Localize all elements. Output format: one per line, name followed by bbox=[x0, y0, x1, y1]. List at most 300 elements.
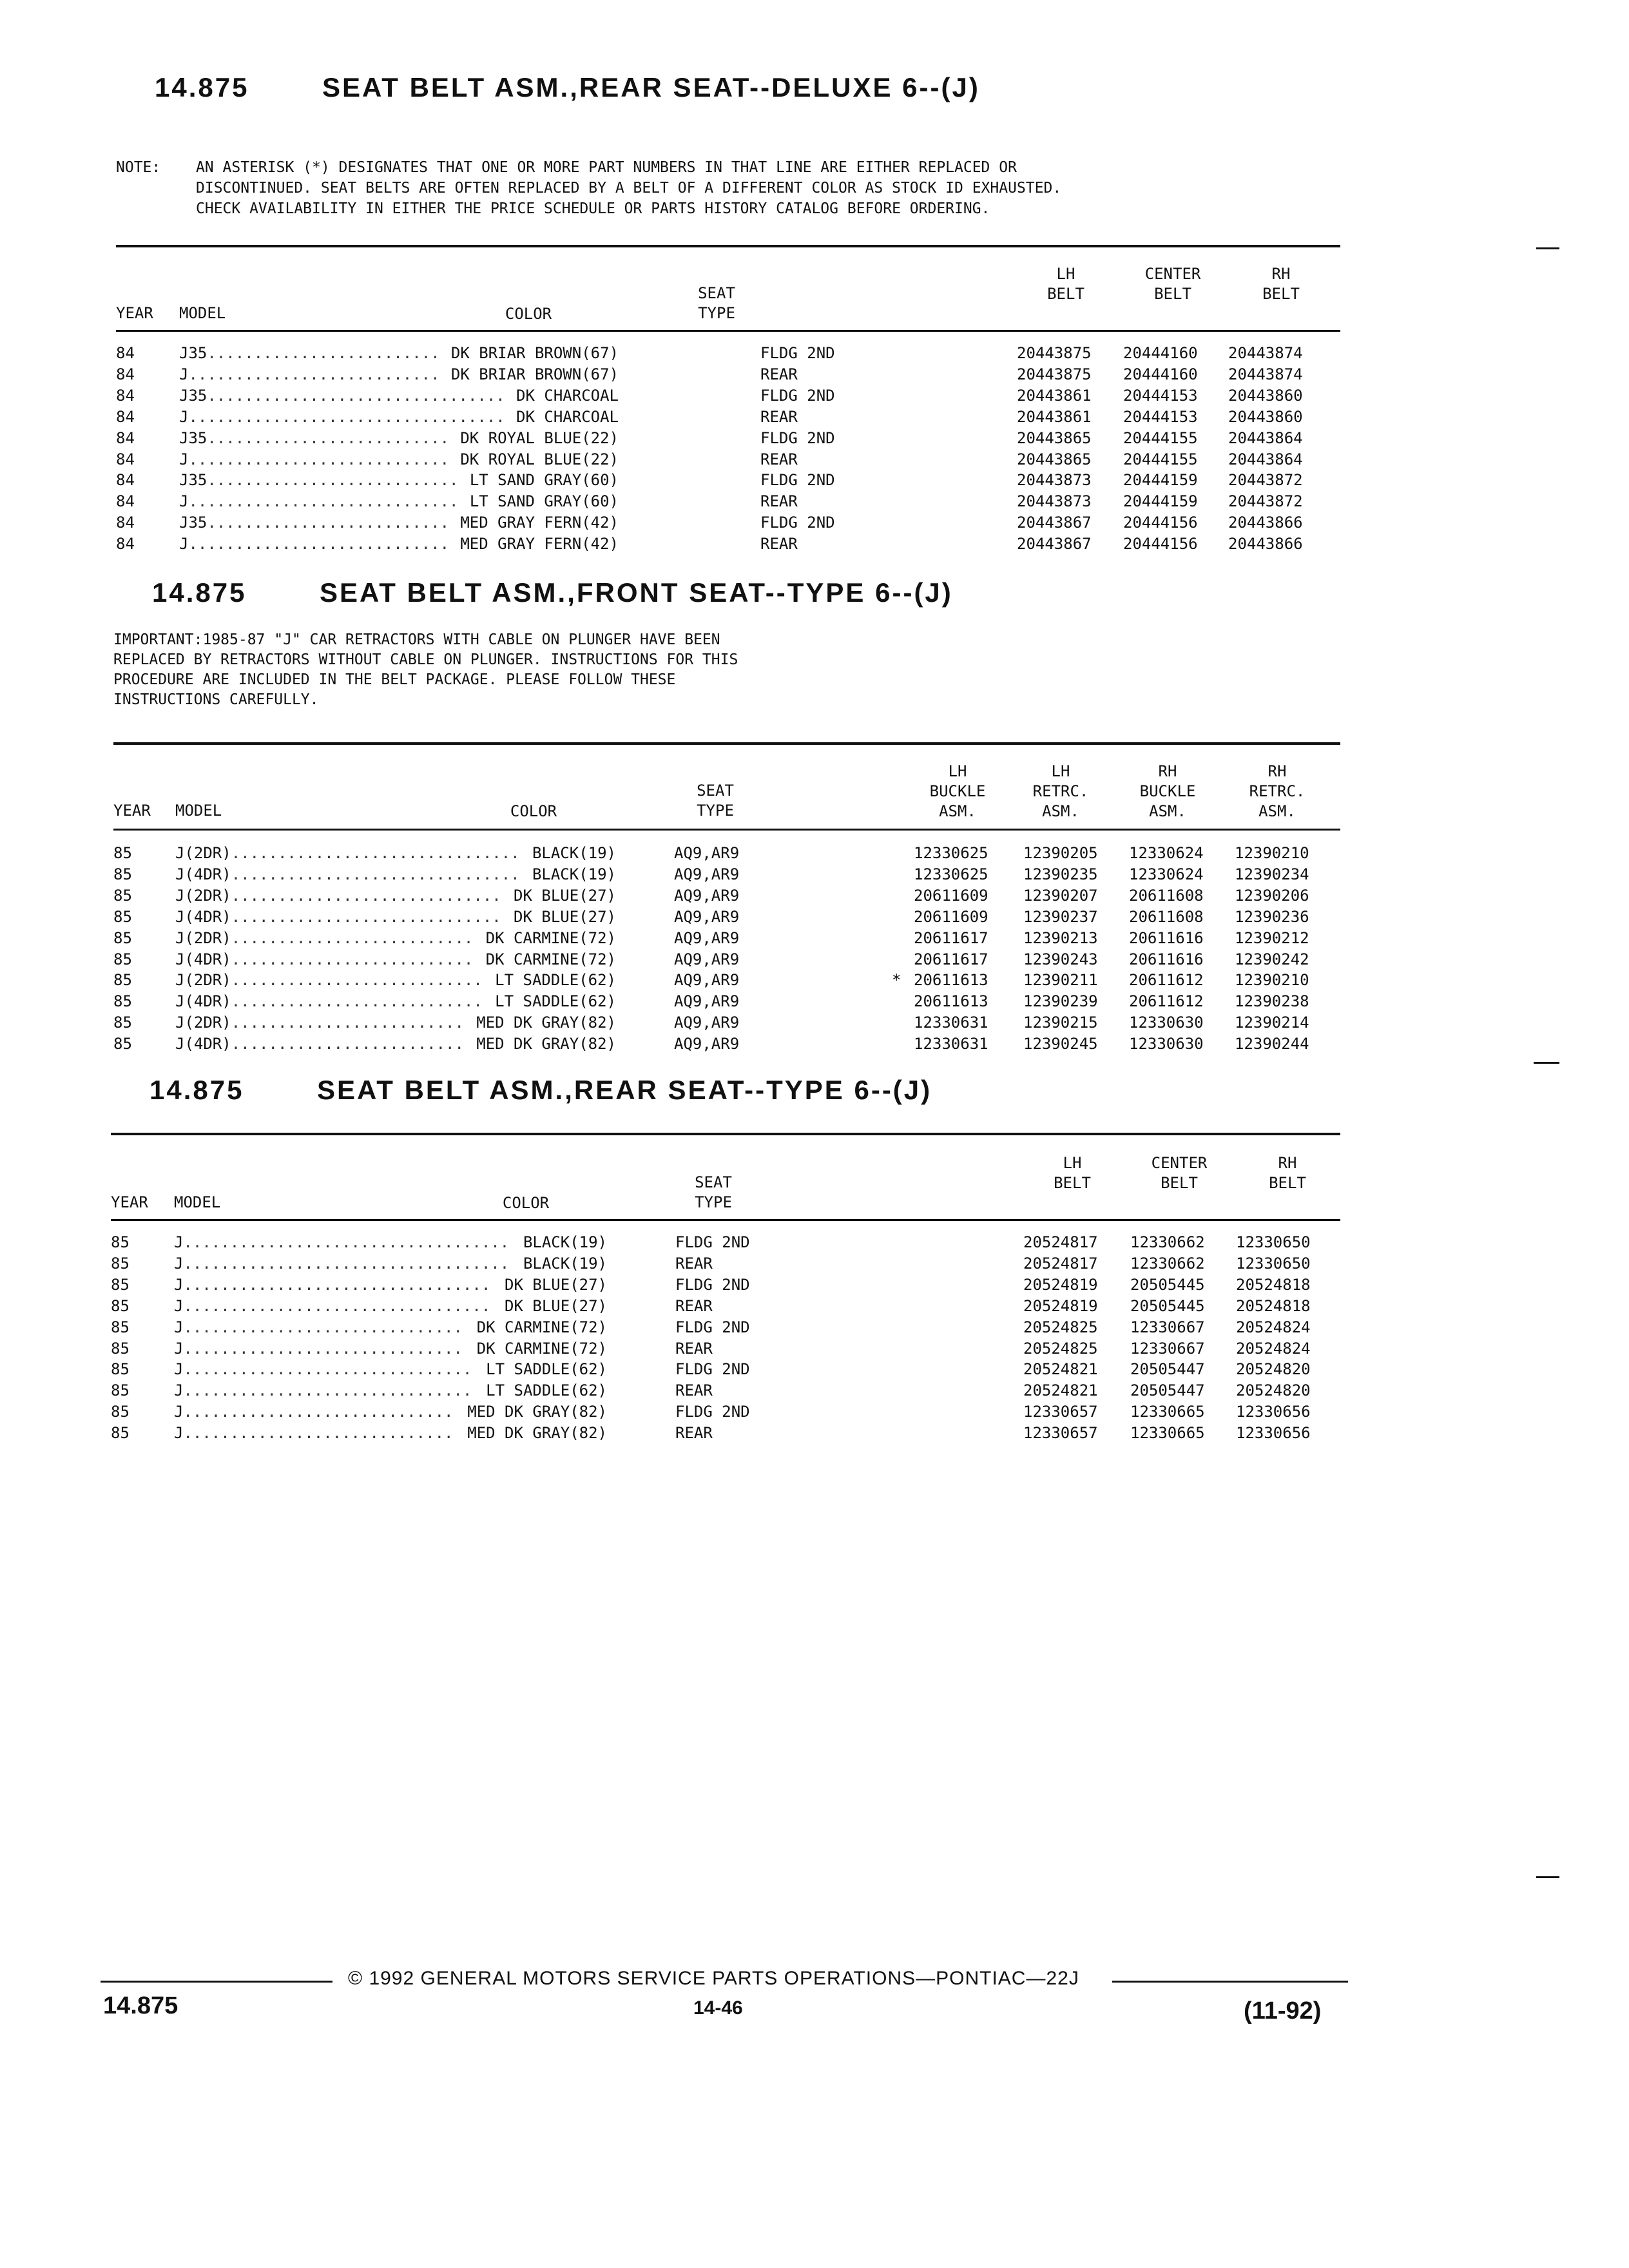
row-model: J(2DR) ............................. bbox=[175, 886, 501, 905]
row-seat-type: REAR bbox=[675, 1424, 713, 1443]
row-part-number: 20611616 bbox=[1129, 928, 1204, 947]
leader-dots: ........................... bbox=[207, 471, 459, 490]
row-year: 85 bbox=[113, 865, 132, 883]
row-model: J(2DR) ............................... bbox=[175, 844, 520, 862]
row-part-number: 12330650 bbox=[1236, 1233, 1311, 1251]
row-part-number: 20524820 bbox=[1236, 1360, 1311, 1379]
table-row bbox=[113, 1035, 1351, 1055]
row-part-number: 12390235 bbox=[1023, 865, 1098, 883]
row-seat-type: AQ9,AR9 bbox=[674, 907, 740, 926]
col-header-model: MODEL bbox=[179, 304, 226, 322]
margin-mark bbox=[1534, 1062, 1559, 1064]
section-1-title bbox=[155, 72, 980, 103]
row-part-number: 20505445 bbox=[1130, 1296, 1205, 1315]
table-1-top-rule bbox=[116, 245, 1340, 247]
row-part-number: 12330657 bbox=[1023, 1424, 1098, 1443]
leader-dots: .................................. bbox=[188, 407, 505, 426]
section-2-number: 14.875 bbox=[152, 577, 247, 608]
row-model: J(4DR) ............................... bbox=[175, 865, 520, 883]
row-seat-type: REAR bbox=[760, 365, 798, 383]
col-header: CENTER BELT bbox=[1144, 265, 1201, 303]
row-year: 85 bbox=[113, 992, 132, 1011]
table-1-header-rule bbox=[116, 330, 1340, 332]
row-part-number: 20611613 bbox=[914, 971, 988, 990]
table-row bbox=[116, 429, 1353, 450]
leader-dots: ......................... bbox=[231, 1014, 464, 1032]
col-header: COLOR bbox=[502, 1194, 550, 1212]
row-seat-type: REAR bbox=[760, 492, 798, 511]
row-model: J(4DR) ............................. bbox=[175, 907, 501, 926]
leader-dots: ............................. bbox=[183, 1424, 454, 1443]
row-part-number: 12330650 bbox=[1236, 1254, 1311, 1273]
row-part-number: 20505447 bbox=[1130, 1360, 1205, 1379]
row-model: J35 ........................... bbox=[179, 471, 459, 490]
row-year: 84 bbox=[116, 365, 135, 383]
col-header: LH RETRC. ASM. bbox=[1032, 762, 1089, 820]
row-part-number: 12390210 bbox=[1235, 971, 1309, 990]
row-part-number: 20444160 bbox=[1123, 344, 1198, 362]
row-seat-type: FLDG 2ND bbox=[675, 1318, 750, 1336]
table-row bbox=[111, 1233, 1348, 1254]
row-year: 85 bbox=[111, 1424, 130, 1443]
row-model: J ............................ bbox=[179, 450, 450, 468]
row-part-number: 20443866 bbox=[1228, 535, 1303, 553]
leader-dots: ............................ bbox=[188, 450, 450, 468]
row-model: J(2DR) .......................... bbox=[175, 928, 474, 947]
table-row bbox=[116, 365, 1353, 386]
row-color: DK ROYAL BLUE(22) bbox=[460, 450, 619, 468]
leader-dots: ............................. bbox=[183, 1403, 454, 1421]
row-year: 85 bbox=[111, 1318, 130, 1336]
row-model: J .................................. bbox=[179, 407, 505, 426]
row-model: J .............................. bbox=[174, 1318, 463, 1336]
row-part-number: 20444153 bbox=[1123, 386, 1198, 405]
row-year: 85 bbox=[113, 928, 132, 947]
col-header: LH BELT bbox=[1054, 1154, 1091, 1192]
row-color: BLACK(19) bbox=[532, 844, 616, 862]
row-part-number: 20443872 bbox=[1228, 471, 1303, 490]
section-1-heading: SEAT BELT ASM.,REAR SEAT--DELUXE 6--(J) bbox=[322, 72, 980, 102]
section-1-number: 14.875 bbox=[155, 72, 249, 102]
row-part-number: 20443874 bbox=[1228, 344, 1303, 362]
table-row bbox=[111, 1297, 1348, 1318]
row-part-number: 20611609 bbox=[914, 907, 988, 926]
row-part-number: 12390214 bbox=[1235, 1014, 1309, 1032]
row-seat-type: FLDG 2ND bbox=[760, 344, 835, 362]
row-part-number: 12390245 bbox=[1023, 1035, 1098, 1053]
leader-dots: ................................. bbox=[183, 1296, 491, 1315]
row-seat-type: FLDG 2ND bbox=[675, 1360, 750, 1379]
row-color: DK CARMINE(72) bbox=[485, 928, 616, 947]
row-part-number: 12330667 bbox=[1130, 1339, 1205, 1358]
row-color: DK CHARCOAL bbox=[516, 407, 619, 426]
row-color: BLACK(19) bbox=[532, 865, 616, 883]
table-3-top-rule bbox=[111, 1133, 1340, 1135]
row-part-number: 20443873 bbox=[1017, 471, 1092, 490]
leader-dots: ............................... bbox=[231, 865, 520, 883]
footer-revision-date: (11-92) bbox=[1244, 1997, 1322, 2024]
row-part-number: 20443860 bbox=[1228, 407, 1303, 426]
row-color: DK ROYAL BLUE(22) bbox=[460, 428, 619, 447]
row-color: DK BLUE(27) bbox=[514, 886, 616, 905]
row-part-number: 20611613 bbox=[914, 992, 988, 1011]
leader-dots: ............................... bbox=[183, 1381, 472, 1400]
row-model: J35 .......................... bbox=[179, 428, 450, 447]
row-part-number: 20443864 bbox=[1228, 428, 1303, 447]
leader-dots: ........................... bbox=[231, 971, 483, 990]
row-part-number: 20443865 bbox=[1017, 450, 1092, 468]
table-2-top-rule bbox=[113, 742, 1340, 745]
row-part-number: 12330656 bbox=[1236, 1403, 1311, 1421]
row-part-number: 20444159 bbox=[1123, 471, 1198, 490]
row-part-number: 20524824 bbox=[1236, 1339, 1311, 1358]
important-note: IMPORTANT:1985-87 "J" CAR RETRACTORS WITH CABLE ON PLUNGER HAVE BEEN REPLACED BY RETRACTORS WITHOUT CABLE ON PLUNGER. INSTRUCTIONS FOR THIS PROCEDURE ARE INCLUDED IN THE BELT PACKAGE. PLEASE FOLLOW THESE INSTRUCTIONS CAREFULLY. bbox=[113, 631, 738, 708]
row-color: DK BLUE(27) bbox=[514, 907, 616, 926]
row-part-number: 20611617 bbox=[914, 928, 988, 947]
row-seat-type: AQ9,AR9 bbox=[674, 1035, 740, 1053]
row-color: MED DK GRAY(82) bbox=[476, 1035, 616, 1053]
table-row bbox=[113, 887, 1351, 907]
row-year: 85 bbox=[111, 1233, 130, 1251]
row-part-number: 12390212 bbox=[1235, 928, 1309, 947]
table-row bbox=[111, 1340, 1348, 1360]
row-year: 85 bbox=[113, 971, 132, 990]
table-3-header-rule bbox=[111, 1219, 1340, 1221]
row-year: 84 bbox=[116, 471, 135, 490]
row-year: 85 bbox=[113, 907, 132, 926]
table-row bbox=[116, 471, 1353, 492]
leader-dots: ........................... bbox=[188, 365, 440, 383]
table-row bbox=[116, 408, 1353, 428]
row-color: LT SADDLE(62) bbox=[495, 992, 616, 1011]
row-part-number: 12390206 bbox=[1235, 886, 1309, 905]
row-part-number: 20505445 bbox=[1130, 1275, 1205, 1294]
row-color: DK BRIAR BROWN(67) bbox=[450, 344, 619, 362]
row-seat-type: REAR bbox=[675, 1381, 713, 1400]
leader-dots: ........................... bbox=[231, 992, 483, 1011]
row-part-number: 12390237 bbox=[1023, 907, 1098, 926]
row-year: 84 bbox=[116, 386, 135, 405]
row-part-number: 20524817 bbox=[1023, 1254, 1098, 1273]
margin-mark bbox=[1536, 247, 1559, 249]
row-color: MED DK GRAY(82) bbox=[467, 1424, 607, 1443]
table-row bbox=[116, 492, 1353, 513]
row-part-number: 12330657 bbox=[1023, 1403, 1098, 1421]
row-part-number: 20524821 bbox=[1023, 1360, 1098, 1379]
table-row bbox=[116, 535, 1353, 555]
row-model: J ............................. bbox=[179, 492, 459, 511]
row-seat-type: FLDG 2ND bbox=[760, 514, 835, 532]
table-row bbox=[113, 971, 1351, 992]
row-part-number: 20444156 bbox=[1123, 514, 1198, 532]
row-part-number: 20524820 bbox=[1236, 1381, 1311, 1400]
row-part-number: 12330665 bbox=[1130, 1403, 1205, 1421]
row-seat-type: REAR bbox=[675, 1254, 713, 1273]
row-part-number: 20524818 bbox=[1236, 1296, 1311, 1315]
row-part-number: 20443875 bbox=[1017, 344, 1092, 362]
row-seat-type: AQ9,AR9 bbox=[674, 992, 740, 1011]
row-part-number: 20443872 bbox=[1228, 492, 1303, 511]
row-year: 84 bbox=[116, 407, 135, 426]
row-year: 85 bbox=[113, 886, 132, 905]
row-color: DK BRIAR BROWN(67) bbox=[450, 365, 619, 383]
row-part-number: 20524819 bbox=[1023, 1275, 1098, 1294]
row-part-number: 12390211 bbox=[1023, 971, 1098, 990]
row-seat-type: FLDG 2ND bbox=[760, 428, 835, 447]
leader-dots: ............................... bbox=[183, 1360, 472, 1379]
row-part-number: 20443873 bbox=[1017, 492, 1092, 511]
col-header-model: MODEL bbox=[174, 1193, 221, 1211]
col-header: LH BUCKLE ASM. bbox=[929, 762, 986, 820]
table-1-header bbox=[116, 264, 1340, 326]
col-header: COLOR bbox=[505, 305, 552, 323]
leader-dots: ................................... bbox=[183, 1254, 510, 1273]
row-part-number: 20444160 bbox=[1123, 365, 1198, 383]
row-year: 85 bbox=[111, 1360, 130, 1379]
row-seat-type: AQ9,AR9 bbox=[674, 844, 740, 862]
row-part-number: 20443874 bbox=[1228, 365, 1303, 383]
row-seat-type: FLDG 2ND bbox=[675, 1275, 750, 1294]
row-part-number: 12390205 bbox=[1023, 844, 1098, 862]
row-color: DK CARMINE(72) bbox=[485, 950, 616, 968]
row-part-number: 20443860 bbox=[1228, 386, 1303, 405]
col-header: RH BELT bbox=[1269, 1154, 1306, 1192]
leader-dots: .............................. bbox=[183, 1318, 463, 1336]
row-part-number: 12390239 bbox=[1023, 992, 1098, 1011]
leader-dots: ............................. bbox=[188, 492, 459, 511]
row-seat-type: REAR bbox=[760, 535, 798, 553]
row-part-number: 12330631 bbox=[914, 1035, 988, 1053]
leader-dots: ......................... bbox=[231, 1035, 464, 1053]
row-color: LT SADDLE(62) bbox=[486, 1360, 607, 1379]
row-part-number: 12390236 bbox=[1235, 907, 1309, 926]
table-row bbox=[113, 908, 1351, 928]
row-color: DK CARMINE(72) bbox=[476, 1318, 607, 1336]
leader-dots: ................................. bbox=[183, 1275, 491, 1294]
row-color: MED GRAY FERN(42) bbox=[460, 535, 619, 553]
leader-dots: ............................. bbox=[231, 907, 501, 926]
row-part-number: 20444153 bbox=[1123, 407, 1198, 426]
row-year: 84 bbox=[116, 514, 135, 532]
row-year: 84 bbox=[116, 450, 135, 468]
row-seat-type: REAR bbox=[675, 1339, 713, 1358]
row-year: 85 bbox=[111, 1403, 130, 1421]
row-model: J(2DR) ......................... bbox=[175, 1014, 464, 1032]
leader-dots: ................................ bbox=[207, 386, 505, 405]
table-row bbox=[113, 1014, 1351, 1034]
table-row bbox=[116, 344, 1353, 365]
row-part-number: 20524821 bbox=[1023, 1381, 1098, 1400]
row-seat-type: FLDG 2ND bbox=[675, 1403, 750, 1421]
row-part-number: 12330656 bbox=[1236, 1424, 1311, 1443]
margin-mark bbox=[1536, 1876, 1559, 1878]
section-3-title bbox=[149, 1075, 932, 1106]
row-model: J35 .......................... bbox=[179, 514, 450, 532]
row-year: 84 bbox=[116, 428, 135, 447]
col-header: RH BELT bbox=[1262, 265, 1300, 303]
table-row bbox=[111, 1424, 1348, 1445]
row-part-number: 12330625 bbox=[914, 844, 988, 862]
row-seat-type: AQ9,AR9 bbox=[674, 971, 740, 990]
col-header: SEAT TYPE bbox=[695, 1173, 732, 1211]
row-part-number: 20611616 bbox=[1129, 950, 1204, 968]
row-year: 85 bbox=[111, 1381, 130, 1400]
row-part-number: 12390210 bbox=[1235, 844, 1309, 862]
row-color: LT SAND GRAY(60) bbox=[469, 492, 619, 511]
row-part-number: 20505447 bbox=[1130, 1381, 1205, 1400]
row-year: 84 bbox=[116, 344, 135, 362]
row-part-number: 12390234 bbox=[1235, 865, 1309, 883]
row-color: DK BLUE(27) bbox=[505, 1296, 607, 1315]
leader-dots: .......................... bbox=[231, 950, 474, 968]
row-part-number: 12390243 bbox=[1023, 950, 1098, 968]
leader-dots: ................................... bbox=[183, 1233, 510, 1251]
col-header-year: YEAR bbox=[111, 1193, 148, 1211]
row-part-number: 20524819 bbox=[1023, 1296, 1098, 1315]
row-part-number: 20443861 bbox=[1017, 407, 1092, 426]
row-seat-type: FLDG 2ND bbox=[675, 1233, 750, 1251]
section-3-number: 14.875 bbox=[149, 1075, 244, 1105]
row-part-number: 20444156 bbox=[1123, 535, 1198, 553]
row-color: MED DK GRAY(82) bbox=[467, 1403, 607, 1421]
row-part-number: 20524825 bbox=[1023, 1339, 1098, 1358]
row-color: DK BLUE(27) bbox=[505, 1275, 607, 1294]
row-part-number: 20443875 bbox=[1017, 365, 1092, 383]
table-row bbox=[111, 1403, 1348, 1423]
row-model: J(4DR) ......................... bbox=[175, 1035, 464, 1053]
leader-dots: ............................... bbox=[231, 844, 520, 862]
footer-copyright: © 1992 GENERAL MOTORS SERVICE PARTS OPERATIONS—PONTIAC—22J bbox=[348, 1968, 1079, 1989]
table-row bbox=[113, 844, 1351, 865]
col-header: COLOR bbox=[510, 802, 557, 820]
row-part-number: 20443861 bbox=[1017, 386, 1092, 405]
row-color: LT SAND GRAY(60) bbox=[469, 471, 619, 490]
leader-dots: ............................. bbox=[231, 886, 501, 905]
row-color: BLACK(19) bbox=[523, 1233, 607, 1251]
row-part-number: 20444155 bbox=[1123, 428, 1198, 447]
row-color: DK CARMINE(72) bbox=[476, 1339, 607, 1358]
row-seat-type: REAR bbox=[675, 1296, 713, 1315]
table-2-header-rule bbox=[113, 829, 1340, 831]
row-part-number: 12390238 bbox=[1235, 992, 1309, 1011]
section-3-heading: SEAT BELT ASM.,REAR SEAT--TYPE 6--(J) bbox=[317, 1075, 932, 1105]
row-part-number: 12330662 bbox=[1130, 1233, 1205, 1251]
note-block bbox=[116, 157, 1534, 222]
leader-dots: .......................... bbox=[207, 428, 450, 447]
row-seat-type: FLDG 2ND bbox=[760, 471, 835, 490]
row-part-number: 12390213 bbox=[1023, 928, 1098, 947]
row-color: BLACK(19) bbox=[523, 1254, 607, 1273]
row-part-number: 20611609 bbox=[914, 886, 988, 905]
row-model: J ................................. bbox=[174, 1296, 491, 1315]
row-model: J ................................... bbox=[174, 1254, 510, 1273]
row-model: J ............................... bbox=[174, 1381, 472, 1400]
footer-rule-right bbox=[1112, 1981, 1348, 1983]
row-part-number: 20444159 bbox=[1123, 492, 1198, 511]
row-color: DK CHARCOAL bbox=[516, 386, 619, 405]
col-header-model: MODEL bbox=[175, 802, 222, 820]
row-part-number: 12330625 bbox=[914, 865, 988, 883]
leader-dots: ......................... bbox=[207, 344, 440, 362]
row-color: MED DK GRAY(82) bbox=[476, 1014, 616, 1032]
row-part-number: 20611608 bbox=[1129, 907, 1204, 926]
row-part-number: 12330624 bbox=[1129, 844, 1204, 862]
table-row bbox=[111, 1381, 1348, 1402]
note-text: AN ASTERISK (*) DESIGNATES THAT ONE OR MORE PART NUMBERS IN THAT LINE ARE EITHER REPLACED OR DISCONTINUED. SEAT BELTS ARE OFTEN REPLACED BY A BELT OF A DIFFERENT COLOR AS STOCK ID EXHAUSTED. CHECK AVAILABILITY IN EITHER THE PRICE SCHEDULE OR PARTS HISTORY CATALOG BEFORE ORDERING. bbox=[196, 159, 1062, 217]
row-model: J ............................. bbox=[174, 1403, 454, 1421]
footer-page-number: 14-46 bbox=[693, 1997, 743, 2019]
table-3-header bbox=[111, 1153, 1340, 1215]
table-row bbox=[111, 1360, 1348, 1381]
row-part-number: 20443864 bbox=[1228, 450, 1303, 468]
row-part-number: 20444155 bbox=[1123, 450, 1198, 468]
table-row bbox=[113, 929, 1351, 950]
row-year: 85 bbox=[113, 950, 132, 968]
row-year: 85 bbox=[113, 1014, 132, 1032]
footer-section-number: 14.875 bbox=[103, 1992, 178, 2019]
col-header: SEAT TYPE bbox=[698, 284, 735, 322]
row-model: J(4DR) ........................... bbox=[175, 992, 483, 1011]
row-year: 85 bbox=[113, 1035, 132, 1053]
row-seat-type: REAR bbox=[760, 450, 798, 468]
table-row bbox=[116, 514, 1353, 534]
row-part-number: 12330630 bbox=[1129, 1035, 1204, 1053]
row-part-number: 20443867 bbox=[1017, 514, 1092, 532]
table-row bbox=[113, 865, 1351, 886]
col-header-year: YEAR bbox=[113, 802, 151, 820]
leader-dots: .......................... bbox=[231, 928, 474, 947]
row-part-number: 20524825 bbox=[1023, 1318, 1098, 1336]
footer-rule-left bbox=[101, 1981, 333, 1983]
leader-dots: .............................. bbox=[183, 1339, 463, 1358]
row-part-number: 12330665 bbox=[1130, 1424, 1205, 1443]
row-part-number: 20611612 bbox=[1129, 971, 1204, 990]
col-header: SEAT TYPE bbox=[697, 782, 734, 820]
row-part-number: 12330631 bbox=[914, 1014, 988, 1032]
row-seat-type: FLDG 2ND bbox=[760, 386, 835, 405]
row-model: J ................................... bbox=[174, 1233, 510, 1251]
row-model: J ............................ bbox=[179, 535, 450, 553]
row-year: 84 bbox=[116, 535, 135, 553]
table-row bbox=[116, 387, 1353, 407]
row-year: 85 bbox=[111, 1254, 130, 1273]
section-2-title bbox=[152, 577, 953, 608]
table-row bbox=[111, 1276, 1348, 1296]
row-model: J ........................... bbox=[179, 365, 440, 383]
row-part-number: 20611617 bbox=[914, 950, 988, 968]
row-part-number: 12330667 bbox=[1130, 1318, 1205, 1336]
row-model: J(2DR) ........................... bbox=[175, 971, 483, 990]
leader-dots: .......................... bbox=[207, 514, 450, 532]
col-header: RH BUCKLE ASM. bbox=[1139, 762, 1196, 820]
row-seat-type: REAR bbox=[760, 407, 798, 426]
row-model: J35 ......................... bbox=[179, 344, 440, 362]
row-seat-type: AQ9,AR9 bbox=[674, 928, 740, 947]
table-2-header bbox=[113, 762, 1340, 823]
row-seat-type: AQ9,AR9 bbox=[674, 886, 740, 905]
row-part-number: 20611608 bbox=[1129, 886, 1204, 905]
section-2-heading: SEAT BELT ASM.,FRONT SEAT--TYPE 6--(J) bbox=[320, 577, 953, 608]
note-label: NOTE: bbox=[116, 159, 161, 176]
row-year: 85 bbox=[111, 1296, 130, 1315]
row-part-number: 12390215 bbox=[1023, 1014, 1098, 1032]
row-model: J ................................. bbox=[174, 1275, 491, 1294]
row-part-number: 20611612 bbox=[1129, 992, 1204, 1011]
row-part-number: 20443866 bbox=[1228, 514, 1303, 532]
row-model: J35 ................................ bbox=[179, 386, 505, 405]
col-header-year: YEAR bbox=[116, 304, 153, 322]
row-seat-type: AQ9,AR9 bbox=[674, 950, 740, 968]
